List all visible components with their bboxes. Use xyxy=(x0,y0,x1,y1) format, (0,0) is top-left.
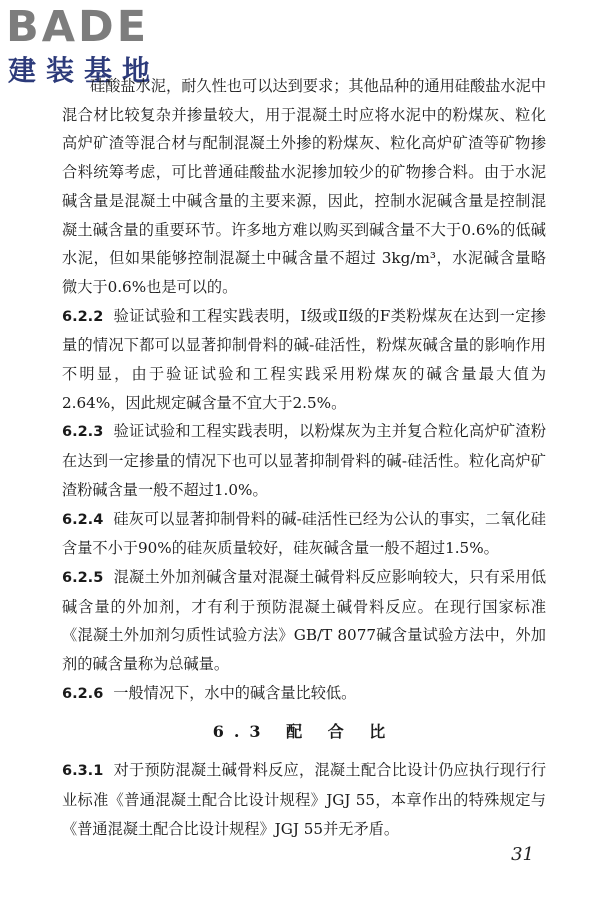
clause-number: 6.2.4 xyxy=(62,511,104,528)
logo-word: BADE xyxy=(6,2,150,52)
clause-6-2-4 xyxy=(62,505,546,563)
logo-subtitle: 建装基地 xyxy=(8,54,161,87)
clause-number: 6.2.6 xyxy=(62,685,104,702)
clause-6-2-2 xyxy=(62,302,546,418)
clause-text: 对于预防混凝土碱骨料反应，混凝土配合比设计仍应执行现行行业标准《普通混凝土配合比设计规程》JGJ 55，本章作出的特殊规定与《普通混凝土配合比设计规程》JGJ 55并无矛盾。 xyxy=(62,761,546,838)
page-number: 31 xyxy=(511,844,534,865)
clause-number: 6.2.2 xyxy=(62,308,104,325)
clause-number: 6.2.3 xyxy=(62,424,104,441)
section-title: 6.3 配 合 比 xyxy=(212,722,396,742)
clause-text: 一般情况下，水中的碱含量比较低。 xyxy=(113,683,357,702)
clause-6-3-1 xyxy=(62,756,546,843)
intro-paragraph: 硅酸盐水泥，耐久性也可以达到要求；其他品种的通用硅酸盐水泥中混合材比较复杂并掺量较大，用于混凝土时应将水泥中的粉煤灰、粒化高炉矿渣等混合材与配制混凝土外掺的粉煤灰、粒化高炉矿渣等矿物掺合料统筹考虑，可比普通硅酸盐水泥掺加较少的矿物掺合料。由于水泥碱含量是混凝土中碱含量的主要来源，因此，控制水泥碱含量是控制混凝土碱含量的重要环节。许多地方难以购买到碱含量不大于0.6%的低碱水泥，但如果能够控制混凝土中碱含量不超过 3kg/m³，水泥碱含量略微大于0.6%也是可以的。 xyxy=(62,77,546,296)
clause-text: 混凝土外加剂碱含量对混凝土碱骨料反应影响较大，只有采用低碱含量的外加剂，才有利于预防混凝土碱骨料反应。在现行国家标准《混凝土外加剂匀质性试验方法》GB/T 8077碱含量试验方法中，外加剂的碱含量称为总碱量。 xyxy=(62,567,546,674)
clause-6-2-5 xyxy=(62,563,546,679)
clause-6-2-3 xyxy=(62,417,546,504)
clause-text: 验证试验和工程实践表明，Ⅰ级或Ⅱ级的F类粉煤灰在达到一定掺量的情况下都可以显著抑制骨料的碱-硅活性，粉煤灰碱含量的影响作用不明显，由于验证试验和工程实践采用粉煤灰的碱含量最大值为2.64%，因此规定碱含量不宜大于2.5%。 xyxy=(62,306,546,412)
document-body xyxy=(62,72,546,844)
clause-number: 6.3.1 xyxy=(62,763,104,780)
clause-6-2-6 xyxy=(62,679,546,709)
clause-number: 6.2.5 xyxy=(62,569,104,586)
clause-text: 验证试验和工程实践表明，以粉煤灰为主并复合粒化高炉矿渣粉在达到一定掺量的情况下也可以显著抑制骨料的碱-硅活性。粒化高炉矿渣粉碱含量一般不超过1.0%。 xyxy=(62,422,546,499)
clause-text: 硅灰可以显著抑制骨料的碱-硅活性已经为公认的事实，二氧化硅含量不小于90%的硅灰质量较好，硅灰碱含量一般不超过1.5%。 xyxy=(62,509,546,558)
